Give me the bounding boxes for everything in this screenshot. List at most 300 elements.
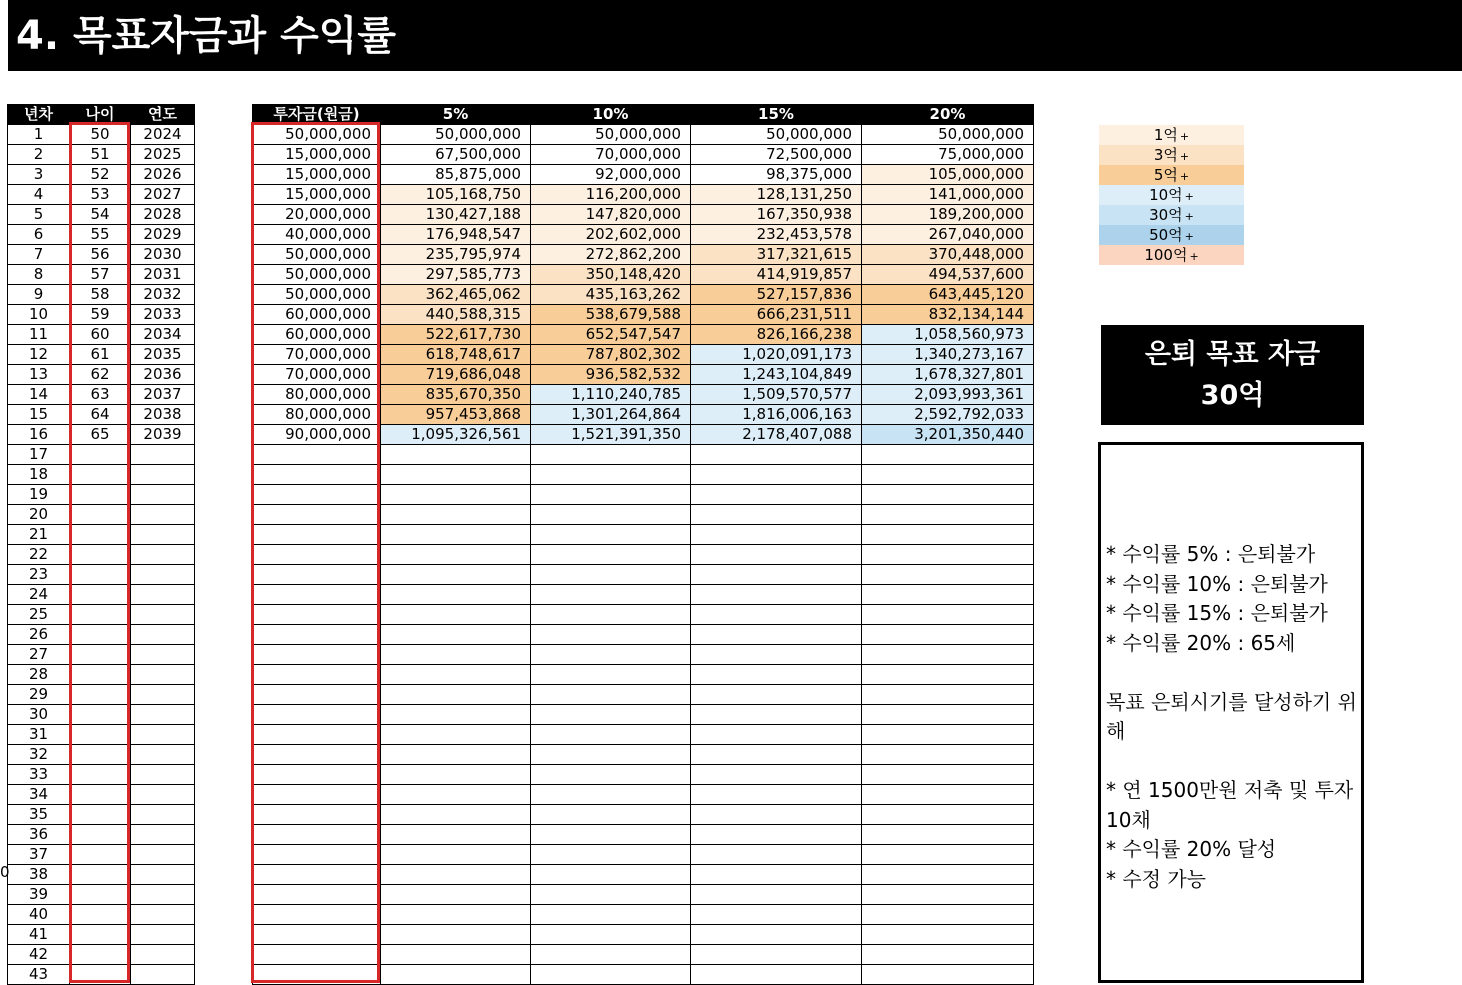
year-index-cell: 5 <box>8 205 70 225</box>
balance-cell <box>691 945 862 965</box>
notes-box <box>1098 442 1364 983</box>
table-row <box>8 825 195 845</box>
principal-cell <box>253 965 381 985</box>
balance-cell <box>531 565 691 585</box>
balance-cell: 835,670,350 <box>381 385 531 405</box>
table-row <box>8 845 195 865</box>
balance-cell: 128,131,250 <box>691 185 862 205</box>
column-header: 10% <box>531 105 691 125</box>
legend-suffix: + <box>1179 130 1190 143</box>
year-index-cell: 32 <box>8 745 70 765</box>
principal-cell: 90,000,000 <box>253 425 381 445</box>
table-row <box>253 625 1034 645</box>
balance-cell: 50,000,000 <box>381 125 531 145</box>
calendar-year-cell <box>131 645 195 665</box>
calendar-year-cell <box>131 565 195 585</box>
principal-cell: 80,000,000 <box>253 405 381 425</box>
table-row <box>253 485 1034 505</box>
balance-cell <box>862 625 1034 645</box>
table-row <box>8 225 195 245</box>
age-cell <box>70 565 131 585</box>
table-row <box>253 425 1034 445</box>
balance-cell <box>862 445 1034 465</box>
balance-cell: 75,000,000 <box>862 145 1034 165</box>
legend-label: 50억 <box>1149 226 1183 244</box>
principal-cell <box>253 925 381 945</box>
balance-cell <box>691 525 862 545</box>
balance-cell <box>691 765 862 785</box>
table-row <box>253 825 1034 845</box>
calendar-year-cell <box>131 905 195 925</box>
balance-cell <box>862 825 1034 845</box>
calendar-year-cell <box>131 805 195 825</box>
balance-cell: 414,919,857 <box>691 265 862 285</box>
age-cell: 60 <box>70 325 131 345</box>
table-row <box>8 525 195 545</box>
balance-cell: 232,453,578 <box>691 225 862 245</box>
table-row <box>253 305 1034 325</box>
balance-cell <box>381 785 531 805</box>
stray-cell-text: 0 <box>0 863 10 881</box>
calendar-year-cell <box>131 585 195 605</box>
balance-cell <box>862 565 1034 585</box>
table-row <box>253 645 1034 665</box>
balance-cell <box>691 685 862 705</box>
table-row <box>8 765 195 785</box>
balance-cell <box>691 665 862 685</box>
balance-cell <box>531 925 691 945</box>
balance-cell <box>862 905 1034 925</box>
legend-suffix: + <box>1184 210 1194 223</box>
legend-label: 100억 <box>1144 246 1188 264</box>
table-row <box>253 405 1034 425</box>
principal-cell <box>253 585 381 605</box>
table-row <box>253 725 1034 745</box>
balance-cell: 1,020,091,173 <box>691 345 862 365</box>
age-cell <box>70 945 131 965</box>
notes-text: * 수익률 5% : 은퇴불가 * 수익률 10% : 은퇴불가 * 수익률 15% : 은퇴불가 * 수익률 20% : 65세 목표 은퇴시기를 달성하기 위해 * 연 1500만원 저축 및 투자 10채 * 수익률 20% 달성 * 수정 가능 <box>1106 542 1357 891</box>
balance-cell <box>381 765 531 785</box>
year-index-cell: 24 <box>8 585 70 605</box>
year-index-cell: 39 <box>8 885 70 905</box>
balance-cell <box>381 905 531 925</box>
table-row <box>253 385 1034 405</box>
year-index-cell: 28 <box>8 665 70 685</box>
age-cell <box>70 905 131 925</box>
age-cell <box>70 665 131 685</box>
balance-cell <box>862 585 1034 605</box>
year-index-cell: 29 <box>8 685 70 705</box>
balance-cell <box>381 705 531 725</box>
age-cell <box>70 445 131 465</box>
calendar-year-cell: 2029 <box>131 225 195 245</box>
principal-cell <box>253 625 381 645</box>
table-row <box>8 205 195 225</box>
principal-cell: 15,000,000 <box>253 185 381 205</box>
table-row <box>8 945 195 965</box>
balance-cell: 267,040,000 <box>862 225 1034 245</box>
legend-suffix: + <box>1179 150 1190 163</box>
legend-label: 3억 <box>1153 146 1178 164</box>
year-index-cell: 12 <box>8 345 70 365</box>
balance-cell <box>381 845 531 865</box>
balance-cell <box>862 465 1034 485</box>
balance-cell: 1,816,006,163 <box>691 405 862 425</box>
balance-cell <box>862 605 1034 625</box>
table-row <box>8 325 195 345</box>
investment-table <box>252 104 1034 985</box>
balance-cell <box>381 545 531 565</box>
balance-cell: 2,592,792,033 <box>862 405 1034 425</box>
table-row <box>253 845 1034 865</box>
year-index-cell: 37 <box>8 845 70 865</box>
principal-cell: 60,000,000 <box>253 305 381 325</box>
age-cell: 65 <box>70 425 131 445</box>
table-row <box>8 565 195 585</box>
balance-cell: 826,166,238 <box>691 325 862 345</box>
table-row <box>8 865 195 885</box>
balance-cell <box>531 525 691 545</box>
balance-cell <box>862 685 1034 705</box>
balance-cell <box>691 505 862 525</box>
balance-cell <box>862 865 1034 885</box>
balance-cell <box>862 645 1034 665</box>
balance-cell <box>531 745 691 765</box>
table-row <box>253 925 1034 945</box>
table-row <box>253 505 1034 525</box>
table-row <box>8 965 195 985</box>
table-row <box>8 465 195 485</box>
principal-cell: 15,000,000 <box>253 145 381 165</box>
age-cell <box>70 525 131 545</box>
balance-cell: 643,445,120 <box>862 285 1034 305</box>
table-row <box>8 805 195 825</box>
balance-cell <box>531 965 691 985</box>
legend-label: 10억 <box>1149 186 1183 204</box>
balance-cell: 787,802,302 <box>531 345 691 365</box>
balance-cell: 666,231,511 <box>691 305 862 325</box>
principal-cell <box>253 745 381 765</box>
table-row <box>253 285 1034 305</box>
principal-cell <box>253 805 381 825</box>
principal-cell <box>253 845 381 865</box>
balance-cell <box>381 465 531 485</box>
table-row <box>253 205 1034 225</box>
principal-cell <box>253 725 381 745</box>
goal-title: 은퇴 목표 자금 <box>1144 339 1321 370</box>
balance-cell <box>531 805 691 825</box>
balance-cell <box>691 485 862 505</box>
balance-cell: 370,448,000 <box>862 245 1034 265</box>
balance-cell: 1,678,327,801 <box>862 365 1034 385</box>
balance-cell <box>381 565 531 585</box>
balance-cell: 1,521,391,350 <box>531 425 691 445</box>
balance-cell <box>531 585 691 605</box>
calendar-year-cell: 2034 <box>131 325 195 345</box>
principal-cell <box>253 785 381 805</box>
principal-cell <box>253 865 381 885</box>
year-index-cell: 23 <box>8 565 70 585</box>
balance-cell <box>531 945 691 965</box>
column-header: 년차 <box>8 105 70 125</box>
calendar-year-cell <box>131 525 195 545</box>
balance-cell: 1,110,240,785 <box>531 385 691 405</box>
calendar-year-cell: 2027 <box>131 185 195 205</box>
balance-cell: 1,095,326,561 <box>381 425 531 445</box>
balance-cell <box>531 865 691 885</box>
year-index-cell: 16 <box>8 425 70 445</box>
balance-cell: 189,200,000 <box>862 205 1034 225</box>
table-row <box>253 585 1034 605</box>
year-index-cell: 27 <box>8 645 70 665</box>
legend-label: 30억 <box>1149 206 1183 224</box>
table-row <box>8 165 195 185</box>
balance-cell <box>381 745 531 765</box>
balance-cell: 652,547,547 <box>531 325 691 345</box>
table-row <box>8 145 195 165</box>
age-cell: 53 <box>70 185 131 205</box>
age-cell <box>70 585 131 605</box>
principal-cell: 40,000,000 <box>253 225 381 245</box>
balance-cell <box>691 925 862 945</box>
balance-cell <box>381 925 531 945</box>
age-cell: 61 <box>70 345 131 365</box>
balance-cell <box>691 465 862 485</box>
balance-cell <box>531 505 691 525</box>
balance-cell: 72,500,000 <box>691 145 862 165</box>
balance-cell <box>381 485 531 505</box>
principal-cell: 15,000,000 <box>253 165 381 185</box>
calendar-year-cell <box>131 945 195 965</box>
age-cell <box>70 785 131 805</box>
year-index-cell: 11 <box>8 325 70 345</box>
age-cell: 54 <box>70 205 131 225</box>
table-row <box>253 325 1034 345</box>
calendar-year-cell <box>131 845 195 865</box>
balance-cell: 297,585,773 <box>381 265 531 285</box>
balance-cell <box>531 705 691 725</box>
calendar-year-cell <box>131 965 195 985</box>
year-index-cell: 33 <box>8 765 70 785</box>
principal-cell <box>253 505 381 525</box>
age-cell: 57 <box>70 265 131 285</box>
column-header: 15% <box>691 105 862 125</box>
balance-cell <box>381 825 531 845</box>
balance-cell: 85,875,000 <box>381 165 531 185</box>
calendar-year-cell <box>131 925 195 945</box>
table-row <box>8 305 195 325</box>
balance-cell <box>531 605 691 625</box>
balance-cell: 50,000,000 <box>862 125 1034 145</box>
age-cell <box>70 805 131 825</box>
table-row <box>253 805 1034 825</box>
balance-cell: 3,201,350,440 <box>862 425 1034 445</box>
balance-cell <box>531 905 691 925</box>
age-cell: 64 <box>70 405 131 425</box>
balance-cell <box>531 485 691 505</box>
calendar-year-cell <box>131 625 195 645</box>
principal-cell <box>253 825 381 845</box>
year-index-cell: 15 <box>8 405 70 425</box>
principal-cell: 70,000,000 <box>253 345 381 365</box>
title-bar <box>8 0 1462 71</box>
table-row <box>253 705 1034 725</box>
column-header: 연도 <box>131 105 195 125</box>
calendar-year-cell: 2037 <box>131 385 195 405</box>
balance-cell <box>531 725 691 745</box>
balance-cell: 1,058,560,973 <box>862 325 1034 345</box>
table-row <box>253 145 1034 165</box>
principal-cell <box>253 905 381 925</box>
age-cell <box>70 845 131 865</box>
balance-cell <box>691 645 862 665</box>
balance-cell <box>862 665 1034 685</box>
age-cell <box>70 965 131 985</box>
table-row <box>253 885 1034 905</box>
principal-cell: 50,000,000 <box>253 285 381 305</box>
age-cell <box>70 605 131 625</box>
balance-cell: 2,178,407,088 <box>691 425 862 445</box>
balance-cell: 317,321,615 <box>691 245 862 265</box>
table-row <box>8 365 195 385</box>
year-index-cell: 10 <box>8 305 70 325</box>
table-row <box>253 565 1034 585</box>
principal-cell <box>253 545 381 565</box>
balance-cell: 832,134,144 <box>862 305 1034 325</box>
legend-suffix: + <box>1179 170 1190 183</box>
legend-item <box>1099 185 1244 205</box>
calendar-year-cell <box>131 505 195 525</box>
calendar-year-cell: 2025 <box>131 145 195 165</box>
age-cell <box>70 885 131 905</box>
balance-cell <box>531 465 691 485</box>
balance-cell <box>691 805 862 825</box>
balance-cell <box>381 685 531 705</box>
column-header: 투자금(원금) <box>253 105 381 125</box>
balance-cell: 141,000,000 <box>862 185 1034 205</box>
balance-cell <box>691 445 862 465</box>
balance-cell <box>381 885 531 905</box>
calendar-year-cell <box>131 665 195 685</box>
calendar-year-cell: 2030 <box>131 245 195 265</box>
year-index-cell: 41 <box>8 925 70 945</box>
calendar-year-cell <box>131 545 195 565</box>
table-row <box>8 485 195 505</box>
table-row <box>8 345 195 365</box>
year-index-cell: 25 <box>8 605 70 625</box>
year-index-cell: 14 <box>8 385 70 405</box>
age-cell <box>70 765 131 785</box>
balance-cell <box>381 945 531 965</box>
balance-cell <box>381 585 531 605</box>
balance-cell <box>531 885 691 905</box>
calendar-year-cell: 2026 <box>131 165 195 185</box>
year-index-cell: 20 <box>8 505 70 525</box>
table-row <box>8 885 195 905</box>
principal-cell <box>253 565 381 585</box>
balance-cell: 70,000,000 <box>531 145 691 165</box>
balance-cell: 957,453,868 <box>381 405 531 425</box>
age-cell: 62 <box>70 365 131 385</box>
table-row <box>253 525 1034 545</box>
table-row <box>8 405 195 425</box>
year-index-cell: 4 <box>8 185 70 205</box>
year-index-cell: 35 <box>8 805 70 825</box>
balance-cell: 538,679,588 <box>531 305 691 325</box>
balance-cell <box>691 745 862 765</box>
retirement-goal-box <box>1101 325 1364 425</box>
balance-cell <box>862 745 1034 765</box>
calendar-year-cell <box>131 865 195 885</box>
age-cell <box>70 725 131 745</box>
calendar-year-cell <box>131 445 195 465</box>
principal-cell: 70,000,000 <box>253 365 381 385</box>
year-index-cell: 6 <box>8 225 70 245</box>
balance-cell <box>381 665 531 685</box>
balance-cell <box>691 865 862 885</box>
age-cell <box>70 545 131 565</box>
principal-cell <box>253 605 381 625</box>
balance-cell <box>691 585 862 605</box>
principal-cell <box>253 705 381 725</box>
table-row <box>253 685 1034 705</box>
balance-cell: 1,509,570,577 <box>691 385 862 405</box>
balance-cell <box>691 545 862 565</box>
table-row <box>8 505 195 525</box>
legend-item <box>1099 145 1244 165</box>
column-header: 20% <box>862 105 1034 125</box>
balance-cell <box>862 965 1034 985</box>
balance-cell <box>381 725 531 745</box>
table-row <box>253 865 1034 885</box>
principal-cell <box>253 645 381 665</box>
year-index-cell: 34 <box>8 785 70 805</box>
calendar-year-cell <box>131 785 195 805</box>
table-row <box>253 785 1034 805</box>
calendar-year-cell <box>131 725 195 745</box>
balance-cell <box>691 845 862 865</box>
table-row <box>253 905 1034 925</box>
balance-cell: 98,375,000 <box>691 165 862 185</box>
year-index-cell: 36 <box>8 825 70 845</box>
age-cell: 59 <box>70 305 131 325</box>
year-index-cell: 13 <box>8 365 70 385</box>
legend-suffix: + <box>1184 190 1194 203</box>
principal-cell: 80,000,000 <box>253 385 381 405</box>
age-cell <box>70 505 131 525</box>
balance-cell <box>531 645 691 665</box>
principal-cell: 50,000,000 <box>253 125 381 145</box>
legend-label: 1억 <box>1153 126 1178 144</box>
principal-cell <box>253 465 381 485</box>
balance-cell: 527,157,836 <box>691 285 862 305</box>
calendar-year-cell: 2035 <box>131 345 195 365</box>
balance-cell <box>862 785 1034 805</box>
table-row <box>253 665 1034 685</box>
year-index-cell: 17 <box>8 445 70 465</box>
age-cell <box>70 465 131 485</box>
calendar-year-cell <box>131 765 195 785</box>
table-row <box>253 185 1034 205</box>
age-cell <box>70 685 131 705</box>
balance-cell <box>381 505 531 525</box>
age-cell <box>70 925 131 945</box>
table-row <box>8 785 195 805</box>
table-row <box>8 585 195 605</box>
principal-cell <box>253 445 381 465</box>
table-row <box>8 685 195 705</box>
balance-cell: 440,588,315 <box>381 305 531 325</box>
